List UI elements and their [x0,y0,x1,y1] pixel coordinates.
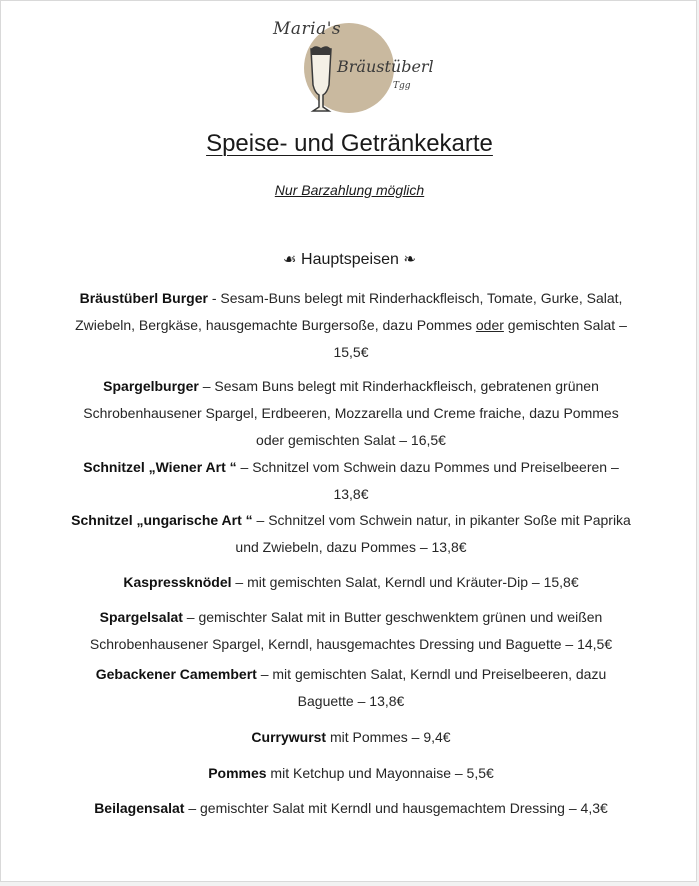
menu-item-beilagensalat [71,795,631,822]
menu-item-desc: – mit gemischten Salat, Kerndl und Preiselbeeren, dazu Baguette – 13,8€ [256,666,607,709]
menu-item-name: Gebackener Camembert [95,666,257,682]
menu-item-kaspressknoedel [71,569,631,596]
menu-item-name: Spargelburger [103,378,199,394]
menu-item-spargelburger [71,373,631,454]
menu-item-desc: – gemischter Salat mit in Butter geschwenktem grünen und weißen Schrobenhausener Spargel, Kerndl, hausgemachtes Dressing und Baguette – 14,5€ [89,609,613,652]
menu-item-desc: mit Ketchup und Mayonnaise – 5,5€ [266,765,494,781]
section-heading-hauptspeisen [1,248,698,271]
logo-text-braeustueberl: Bräustüberl [337,57,434,76]
menu-item-braeustueberl-burger [71,285,631,366]
menu-item-pommes [71,760,631,787]
section-label: Hauptspeisen [301,251,399,268]
menu-item-name: Spargelsalat [99,609,183,625]
logo-text-marias: Maria's [273,19,342,39]
menu-item-desc: – Sesam Buns belegt mit Rinderhackfleisch, gebratenen grünen Schrobenhausener Spargel, Erdbeeren, Mozzarella und Creme fraiche, dazu Pommes oder gemischten Salat – 16,5€ [83,378,619,448]
ornament-left-icon: ☙ [283,250,297,268]
menu-item-desc: – gemischter Salat mit Kerndl und hausgemachtem Dressing – 4,3€ [184,800,608,816]
menu-item-name: Pommes [208,765,267,781]
menu-item-name: Kaspressknödel [123,574,232,590]
menu-item-desc: – Schnitzel vom Schwein natur, in pikanter Soße mit Paprika und Zwiebeln, dazu Pommes – 13,8€ [235,512,631,555]
menu-item-schnitzel-wiener-art [71,454,631,508]
menu-item-name: Currywurst [251,729,327,745]
menu-item-desc-end: gemischten Salat – 15,5€ [333,317,627,360]
menu-item-name: Bräustüberl Burger [79,290,208,306]
menu-item-desc: – Schnitzel vom Schwein dazu Pommes und Preiselbeeren – 13,8€ [236,459,619,502]
payment-note: Nur Barzahlung möglich [274,182,425,198]
menu-item-currywurst [71,724,631,751]
menu-item-name: Schnitzel „ungarische Art “ [71,512,253,528]
page-title: Speise- und Getränkekarte [206,130,493,157]
menu-item-schnitzel-ungarische-art [71,507,631,561]
beer-glass-icon [307,45,335,115]
logo [269,11,449,123]
menu-item-desc: mit Pommes – 9,4€ [326,729,451,745]
ornament-right-icon: ❧ [403,250,416,268]
menu-item-desc: – mit gemischten Salat, Kerndl und Kräuter-Dip – 15,8€ [231,574,579,590]
menu-item-name: Beilagensalat [94,800,185,816]
menu-item-desc-underlined: oder [475,317,504,333]
menu-item-name: Schnitzel „Wiener Art “ [83,459,237,475]
menu-item-spargelsalat [71,604,631,658]
menu-item-gebackener-camembert [71,661,631,715]
menu-item-desc: - Sesam-Buns belegt mit Rinderhackfleisch, Tomate, Gurke, Salat, Zwiebeln, Bergkäse, hausgemachte Burgersoße, dazu Pommes [75,290,623,333]
logo-text-small: Tgg [393,81,411,91]
